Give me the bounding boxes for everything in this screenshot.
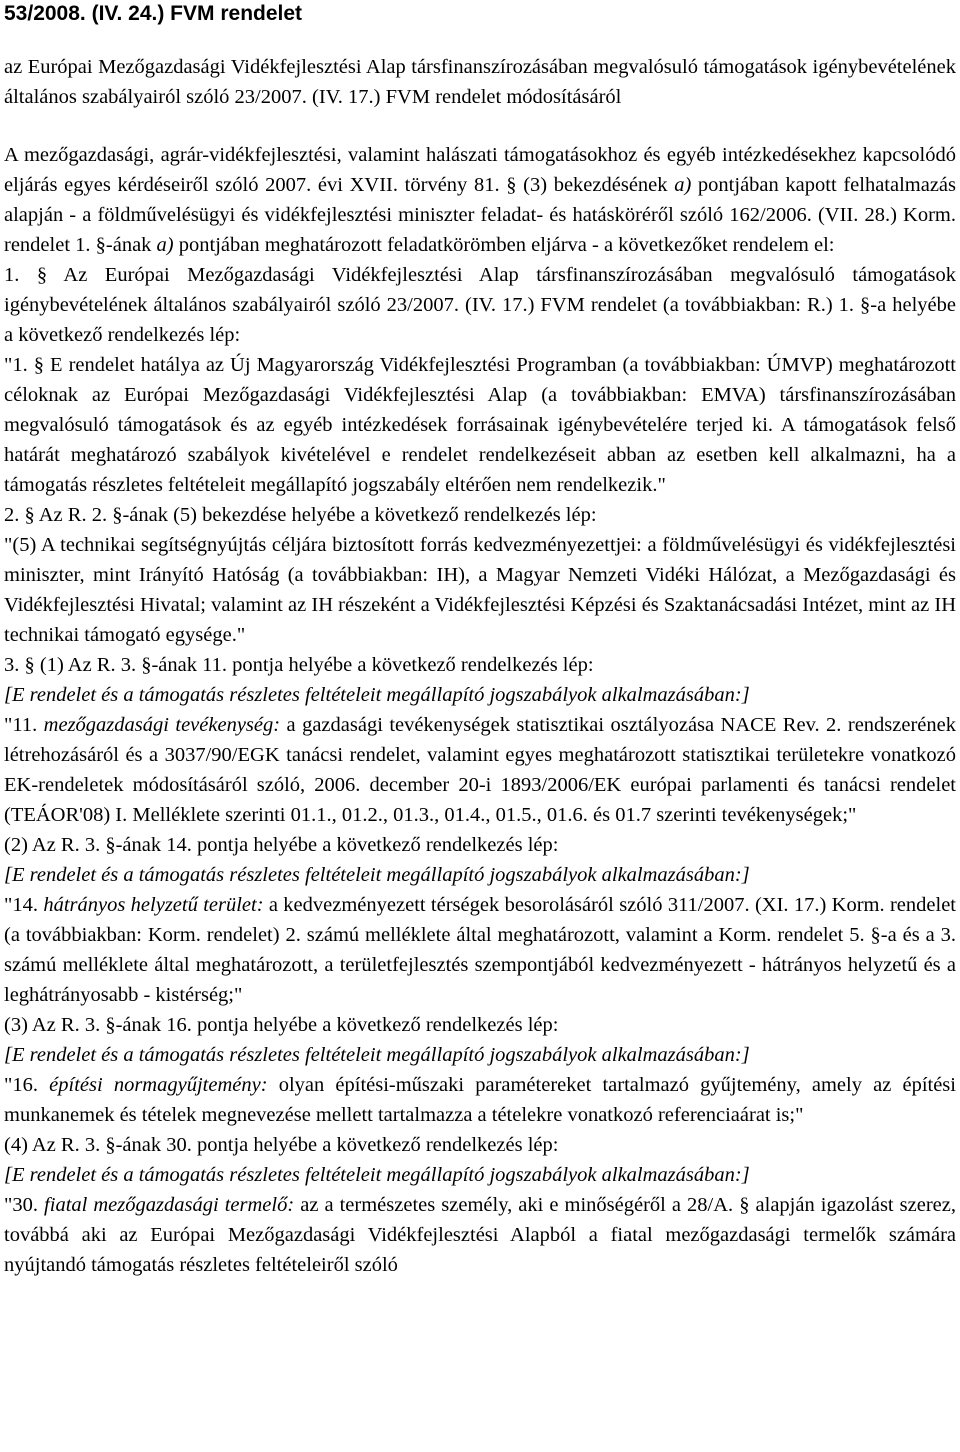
definition-11 <box>4 710 956 830</box>
quote-section-1: "1. § E rendelet hatálya az Új Magyarország Vidékfejlesztési Programban (a továbbiakban: ÚMVP) meghatározott céloknak az Európai Mezőgazdasági Vidékfejlesztési Alap (a továbbiakban: EMVA) társfinanszírozásában megvalósuló támogatások és az egyéb intézkedések forrásainak igénybevételére terjed ki. A támogatások felső határát meghatározó szabályok kivételével e rendelet rendelkezéseit abban az esetben kell alkalmazni, ha a támogatás részletes feltételeit megállapító jogszabály eltérően nem rendelkezik." <box>4 354 956 496</box>
definition-16-text: olyan építési-műszaki paramétereket tartalmazó gyűjtemény, amely az építési munkanemek és tételek megnevezése mellett tartalmazza a tételekre vonatkozó referenciaárat is;" <box>4 1074 956 1126</box>
document-subtitle: az Európai Mezőgazdasági Vidékfejlesztési Alap társfinanszírozásában megvalósuló támogatások igénybevételének általános szabályairól szóló 23/2007. (IV. 17.) FVM rendelet módosításáról <box>4 56 956 108</box>
bracket-clause-text: [E rendelet és a támogatás részletes feltételeit megállapító jogszabályok alkalmazásában:] <box>4 684 750 706</box>
definition-30-text: az a természetes személy, aki e minőségéről a 28/A. § alapján igazolást szerez, továbbá aki az Európai Mezőgazdasági Vidékfejlesztési Alapból a fiatal mezőgazdasági termelők számára nyújtandó támogatás részletes feltételeiről szóló <box>4 1194 957 1276</box>
bracket-clause-4 <box>4 1160 956 1190</box>
section-2: 2. § Az R. 2. §-ának (5) bekezdése helyébe a következő rendelkezés lép: <box>4 504 597 526</box>
bracket-clause-2 <box>4 860 956 890</box>
preamble <box>4 140 956 260</box>
section-3-2: (2) Az R. 3. §-ának 14. pontja helyébe a következő rendelkezés lép: <box>4 834 559 856</box>
section-3-1: 3. § (1) Az R. 3. §-ának 11. pontja helyébe a következő rendelkezés lép: <box>4 654 594 676</box>
preamble-italic-a-2: a) <box>156 234 174 256</box>
definition-14-prefix: "14. <box>4 894 44 916</box>
section-1: 1. § Az Európai Mezőgazdasági Vidékfejlesztési Alap társfinanszírozásában megvalósuló támogatások igénybevételének általános szabályairól szóló 23/2007. (IV. 17.) FVM rendelet (a továbbiakban: R.) 1. §-a helyébe a következő rendelkezés lép: <box>4 264 956 346</box>
definition-11-text: a gazdasági tevékenységek statisztikai osztályozása NACE Rev. 2. rendszerének létrehozásáról és a 3037/90/EGK tanácsi rendelet, valamint egyes meghatározott statisztikai területekre vonatkozó EK-rendeletek módosításáról szóló, 2006. december 20-i 1893/2006/EK európai parlamenti és tanácsi rendelet (TEÁOR'08) I. Melléklete szerinti 01.1., 01.2., 01.3., 01.4., 01.5., 01.6. és 01.7 szerinti tevékenységek;" <box>4 714 956 826</box>
definition-14-term: hátrányos helyzetű terület: <box>43 894 264 916</box>
definition-30-prefix: "30. <box>4 1194 45 1216</box>
definition-14-text: a kedvezményezett térségek besorolásáról szóló 311/2007. (XI. 17.) Korm. rendelet (a továbbiakban: Korm. rendelet) 2. számú melléklete által meghatározott, valamint a Korm. rendelet 5. §-a és a 3. számú melléklete által meghatározott, a területfejlesztés szempontjából kedvezményezett - hátrányos helyzetű és a leghátrányosabb - kistérség;" <box>4 894 956 1006</box>
preamble-part1: A mezőgazdasági, agrár-vidékfejlesztési, valamint halászati támogatásokhoz és egyéb intézkedésekhez kapcsolódó eljárás egyes kérdéseiről szóló 2007. évi XVII. törvény 81. § (3) bekezdésének <box>4 144 956 196</box>
definition-30-term: fiatal mezőgazdasági termelő: <box>44 1194 295 1216</box>
definition-16 <box>4 1070 956 1130</box>
definition-16-term: építési normagyűjtemény: <box>49 1074 268 1096</box>
preamble-part3: pontjában meghatározott feladatkörömben eljárva - a következőket rendelem el: <box>173 234 835 256</box>
definition-30 <box>4 1190 956 1280</box>
bracket-clause-text: [E rendelet és a támogatás részletes feltételeit megállapító jogszabályok alkalmazásában:] <box>4 1164 750 1186</box>
bracket-clause-text: [E rendelet és a támogatás részletes feltételeit megállapító jogszabályok alkalmazásában:] <box>4 864 750 886</box>
definition-14 <box>4 890 956 1010</box>
preamble-italic-a: a) <box>674 174 692 196</box>
preamble-part2: pontjában kapott felhatalmazás alapján - a földművelésügyi és vidékfejlesztési miniszter feladat- és hatásköréről szóló 162/2006. (VII. 28.) Korm. rendelet 1. §-ának <box>4 174 956 256</box>
bracket-clause-1 <box>4 680 956 710</box>
definition-11-term: mezőgazdasági tevékenység: <box>43 714 281 736</box>
section-3-4: (4) Az R. 3. §-ának 30. pontja helyébe a következő rendelkezés lép: <box>4 1134 559 1156</box>
quote-section-2: "(5) A technikai segítségnyújtás céljára biztosított forrás kedvezményezettjei: a földművelésügyi és vidékfejlesztési miniszter, mint Irányító Hatóság (a továbbiakban: IH), a Magyar Nemzeti Vidéki Hálózat, a Mezőgazdasági és Vidékfejlesztési Hivatal; valamint az IH részeként a Vidékfejlesztési Képzési és Szaktanácsadási Intézet, mint az IH technikai támogató egysége." <box>4 534 956 646</box>
document-title: 53/2008. (IV. 24.) FVM rendelet <box>4 2 303 25</box>
bracket-clause-3 <box>4 1040 956 1070</box>
bracket-clause-text: [E rendelet és a támogatás részletes feltételeit megállapító jogszabályok alkalmazásában:] <box>4 1044 750 1066</box>
section-3-3: (3) Az R. 3. §-ának 16. pontja helyébe a következő rendelkezés lép: <box>4 1014 559 1036</box>
definition-11-prefix: "11. <box>4 714 44 736</box>
definition-16-prefix: "16. <box>4 1074 50 1096</box>
